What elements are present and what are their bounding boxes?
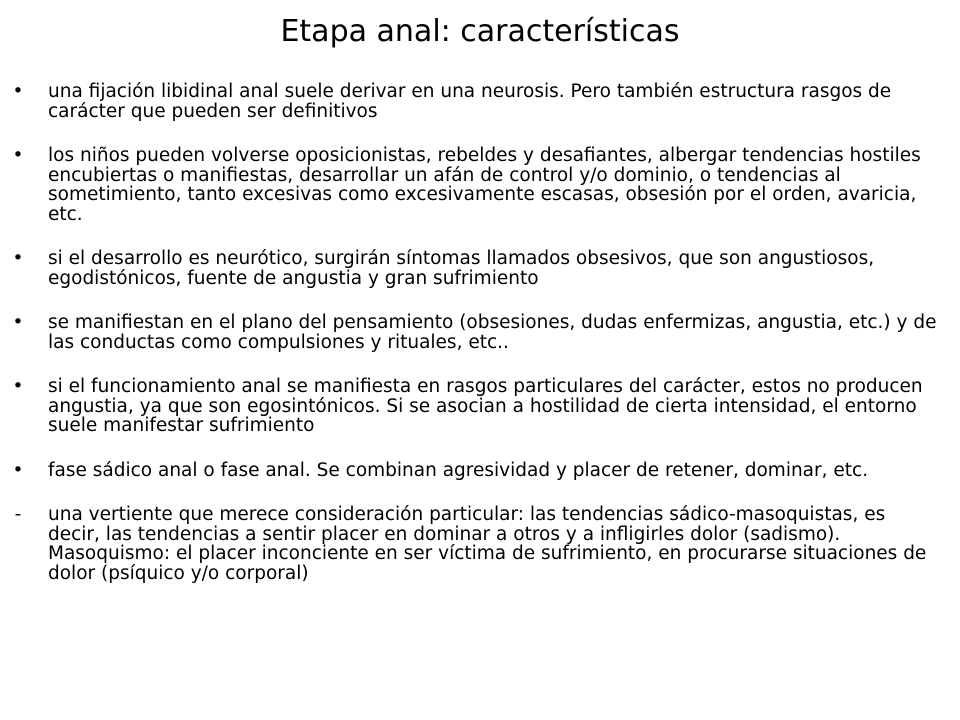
bullet-marker: •	[12, 376, 24, 397]
bullet-text: los niños pueden volverse oposicionistas, rebeldes y desafiantes, albergar tendencias hostiles encubiertas o manifiestas, desarrollar un afán de control y/o dominio, o tendencias al sometimiento, tanto excesivas como excesivamente escasas, obsesión por el orden, avaricia, etc.	[48, 145, 921, 225]
bullet-marker: •	[12, 81, 24, 102]
bullet-marker: •	[12, 459, 24, 481]
bullet-item	[0, 249, 960, 288]
bullet-text: se manifiestan en el plano del pensamiento (obsesiones, dudas enfermizas, angustia, etc.) y de las conductas como compulsiones y rituales, etc..	[48, 312, 937, 353]
bullet-item	[0, 146, 960, 224]
bullet-marker: -	[14, 504, 22, 525]
bullet-item	[0, 82, 960, 121]
bullet-text: una fijación libidinal anal suele derivar en una neurosis. Pero también estructura rasgos de carácter que pueden ser definitivos	[48, 81, 892, 122]
bullet-marker: •	[12, 312, 24, 333]
bullet-text: si el desarrollo es neurótico, surgirán síntomas llamados obsesivos, que son angustiosos, egodistónicos, fuente de angustia y gran sufrimiento	[48, 248, 875, 289]
bullet-marker: •	[12, 248, 24, 269]
bullet-text: fase sádico anal o fase anal. Se combinan agresividad y placer de retener, dominar, etc.	[48, 459, 869, 481]
bullet-item	[0, 377, 960, 436]
bullet-text: si el funcionamiento anal se manifiesta en rasgos particulares del carácter, estos no producen angustia, ya que son egosintónicos. Si se asocian a hostilidad de cierta intensidad, el entorno suele manifestar sufrimiento	[48, 376, 923, 436]
slide-title: Etapa anal: características	[280, 14, 680, 49]
bullet-item	[0, 461, 960, 481]
bullet-item	[0, 313, 960, 352]
bullet-marker: •	[12, 145, 24, 166]
bullet-list	[0, 82, 960, 608]
bullet-text: una vertiente que merece consideración particular: las tendencias sádico-masoquistas, es decir, las tendencias a sentir placer en dominar a otros y a infligirles dolor (sadismo). Masoquismo: el placer inconciente en ser víctima de sufrimiento, en procurarse situaciones de dolor (psíquico y/o corporal)	[48, 504, 927, 584]
bullet-item	[0, 505, 960, 583]
